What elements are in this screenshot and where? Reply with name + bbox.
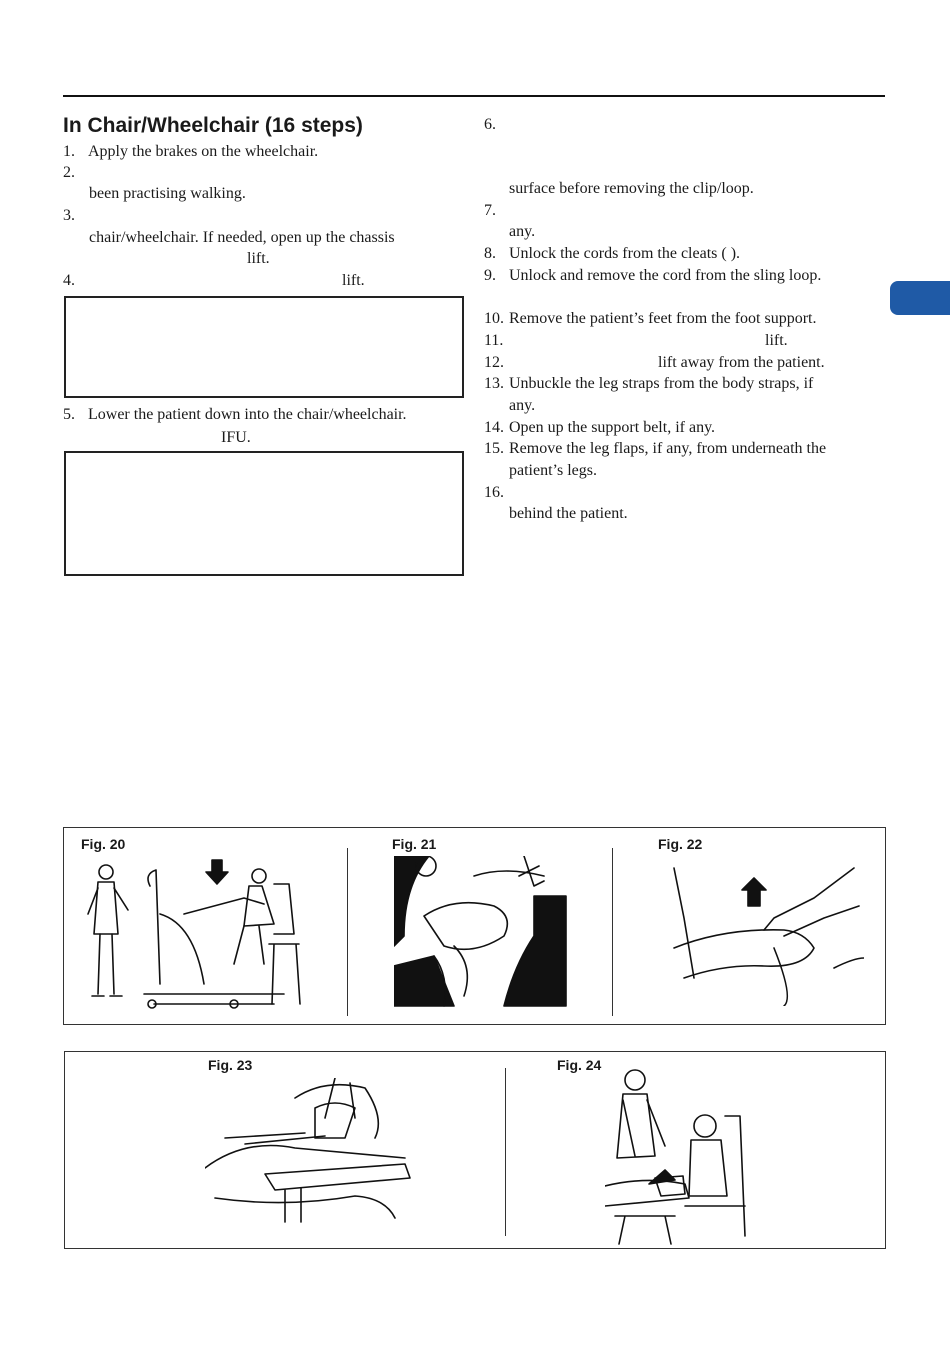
step-9	[484, 266, 821, 286]
step-15-continuation: patient’s legs.	[509, 462, 597, 479]
step-number: 1.	[63, 143, 75, 160]
step-number: 4.	[63, 272, 75, 289]
step-number: 8.	[484, 245, 496, 262]
step-number: 16.	[484, 484, 504, 501]
fig-22-label: Fig. 22	[658, 836, 703, 852]
step-2-continuation: been practising walking.	[89, 185, 246, 202]
note-box	[64, 296, 464, 398]
step-11-text: lift.	[765, 332, 788, 349]
fig-22-illustration	[664, 858, 864, 1006]
step-text: Remove the patient’s feet from the foot support.	[509, 310, 817, 327]
fig-24-illustration	[605, 1066, 750, 1246]
note-box	[64, 451, 464, 576]
step-12-text: lift away from the patient.	[658, 354, 825, 371]
step-text: Lower the patient down into the chair/wheelchair.	[88, 406, 407, 423]
step-13	[484, 374, 813, 394]
figure-divider	[505, 1068, 506, 1236]
step-number: 15.	[484, 440, 504, 457]
step-number: 5.	[63, 406, 75, 423]
step-text: Unlock the cords from the cleats ( ).	[509, 245, 741, 262]
step-text: Apply the brakes on the wheelchair.	[88, 143, 319, 160]
step-1	[63, 142, 318, 162]
step-2	[63, 163, 88, 183]
step-3-continuation: lift.	[247, 250, 270, 267]
step-5	[63, 405, 407, 425]
step-11	[484, 331, 509, 351]
figure-divider	[347, 848, 348, 1016]
fig-21-label: Fig. 21	[392, 836, 437, 852]
fig-21-illustration	[394, 856, 569, 1008]
header-rule	[63, 95, 885, 97]
step-10	[484, 309, 816, 329]
step-text: Remove the leg flaps, if any, from underneath the	[509, 440, 827, 457]
step-5-continuation: IFU.	[221, 429, 251, 446]
fig-23-illustration	[205, 1078, 420, 1224]
step-text: Open up the support belt, if any.	[509, 419, 716, 436]
step-number: 14.	[484, 419, 504, 436]
step-number: 13.	[484, 375, 504, 392]
step-4	[63, 271, 88, 291]
chapter-tab	[890, 281, 950, 315]
fig-20-illustration	[84, 854, 339, 1014]
figure-panel-bottom	[64, 1051, 886, 1249]
step-number: 11.	[484, 332, 504, 349]
step-number: 3.	[63, 207, 75, 224]
step-6-continuation: surface before removing the clip/loop.	[509, 180, 754, 197]
step-15	[484, 439, 826, 459]
step-4-text: lift.	[342, 272, 365, 289]
step-16-continuation: behind the patient.	[509, 505, 628, 522]
step-number: 9.	[484, 267, 496, 284]
step-7-continuation: any.	[509, 223, 536, 240]
step-12	[484, 353, 509, 373]
step-8	[484, 244, 740, 264]
figure-divider	[612, 848, 613, 1016]
step-13-continuation: any.	[509, 397, 536, 414]
step-number: 7.	[484, 202, 496, 219]
step-text: Unbuckle the leg straps from the body straps, if	[509, 375, 814, 392]
step-number: 2.	[63, 164, 75, 181]
section-heading: In Chair/Wheelchair (16 steps)	[63, 114, 363, 137]
step-text: Unlock and remove the cord from the sling loop.	[509, 267, 822, 284]
step-number: 6.	[484, 116, 496, 133]
step-number: 12.	[484, 354, 504, 371]
step-3	[63, 206, 88, 226]
figure-panel-top	[63, 827, 886, 1025]
step-14	[484, 418, 715, 438]
fig-24-label: Fig. 24	[557, 1057, 602, 1073]
step-16	[484, 483, 509, 503]
step-number: 10.	[484, 310, 504, 327]
step-7	[484, 201, 509, 221]
step-6	[484, 115, 509, 135]
fig-20-label: Fig. 20	[81, 836, 126, 852]
step-3-continuation: chair/wheelchair. If needed, open up the chassis	[89, 229, 395, 246]
fig-23-label: Fig. 23	[208, 1057, 253, 1073]
